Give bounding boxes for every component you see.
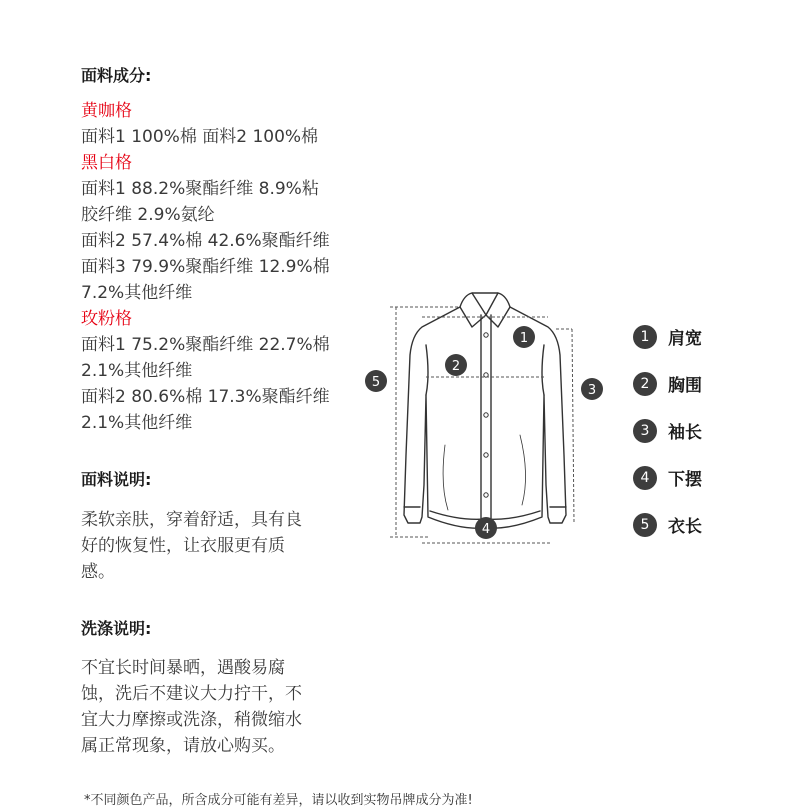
composition-line: 7.2%其他纤维 xyxy=(81,283,193,303)
color-variant-name: 黄咖格 xyxy=(81,101,132,121)
legend-label: 衣长 xyxy=(668,517,702,537)
legend-number: 4 xyxy=(633,466,657,490)
legend-number: 2 xyxy=(633,372,657,396)
washing-line: 蚀，洗后不建议大力拧干，不 xyxy=(81,684,302,704)
legend-number: 3 xyxy=(633,419,657,443)
composition-line: 2.1%其他纤维 xyxy=(81,413,193,433)
svg-text:2: 2 xyxy=(451,359,461,374)
color-variant-name: 黑白格 xyxy=(81,153,132,173)
composition-line: 面料2 57.4%棉 42.6%聚酯纤维 xyxy=(81,231,330,251)
legend-label: 胸围 xyxy=(668,376,702,396)
washing-line: 属正常现象，请放心购买。 xyxy=(81,736,285,756)
composition-line: 面料2 80.6%棉 17.3%聚酯纤维 xyxy=(81,387,330,407)
fabric-composition-list xyxy=(81,98,341,436)
svg-text:1: 1 xyxy=(519,331,529,346)
description-line: 柔软亲肤，穿着舒适，具有良 xyxy=(81,510,302,530)
legend-item-chest xyxy=(633,360,702,407)
svg-text:4: 4 xyxy=(481,522,491,537)
legend-label: 下摆 xyxy=(668,470,702,490)
composition-line: 面料1 88.2%聚酯纤维 8.9%粘 xyxy=(81,179,319,199)
washing-line: 宜大力摩擦或洗涤，稍微缩水 xyxy=(81,710,302,730)
shirt-collar xyxy=(460,293,510,327)
legend-item-sleeve xyxy=(633,407,702,454)
legend-label: 肩宽 xyxy=(668,329,702,349)
fabric-description-title: 面料说明: xyxy=(81,470,152,489)
composition-line: 胶纤维 2.9%氨纶 xyxy=(81,205,215,225)
composition-line: 面料1 75.2%聚酯纤维 22.7%棉 xyxy=(81,335,330,355)
composition-line: 2.1%其他纤维 xyxy=(81,361,193,381)
shirt-measurement-diagram xyxy=(360,285,620,555)
svg-text:5: 5 xyxy=(371,375,381,390)
washing-line: 不宜长时间暴晒，遇酸易腐 xyxy=(81,658,285,678)
washing-instructions-title: 洗涤说明: xyxy=(81,619,152,638)
fabric-description-text xyxy=(81,507,341,585)
measurement-legend xyxy=(633,313,702,548)
color-variant-name: 玫粉格 xyxy=(81,309,132,329)
legend-item-shoulder xyxy=(633,313,702,360)
legend-number: 1 xyxy=(633,325,657,349)
legend-label: 袖长 xyxy=(668,423,702,443)
description-line: 感。 xyxy=(81,562,115,582)
description-line: 好的恢复性，让衣服更有质 xyxy=(81,536,285,556)
legend-item-hem xyxy=(633,454,702,501)
legend-number: 5 xyxy=(633,513,657,537)
footnote: *不同颜色产品，所含成分可能有差异，请以收到实物吊牌成分为准! xyxy=(84,793,473,808)
diagram-markers xyxy=(365,326,603,539)
composition-line: 面料3 79.9%聚酯纤维 12.9%棉 xyxy=(81,257,330,277)
fabric-composition-title: 面料成分: xyxy=(81,66,152,85)
legend-item-length xyxy=(633,501,702,548)
composition-line: 面料1 100%棉 面料2 100%棉 xyxy=(81,127,319,147)
washing-instructions-text xyxy=(81,655,341,759)
svg-text:3: 3 xyxy=(587,383,597,398)
